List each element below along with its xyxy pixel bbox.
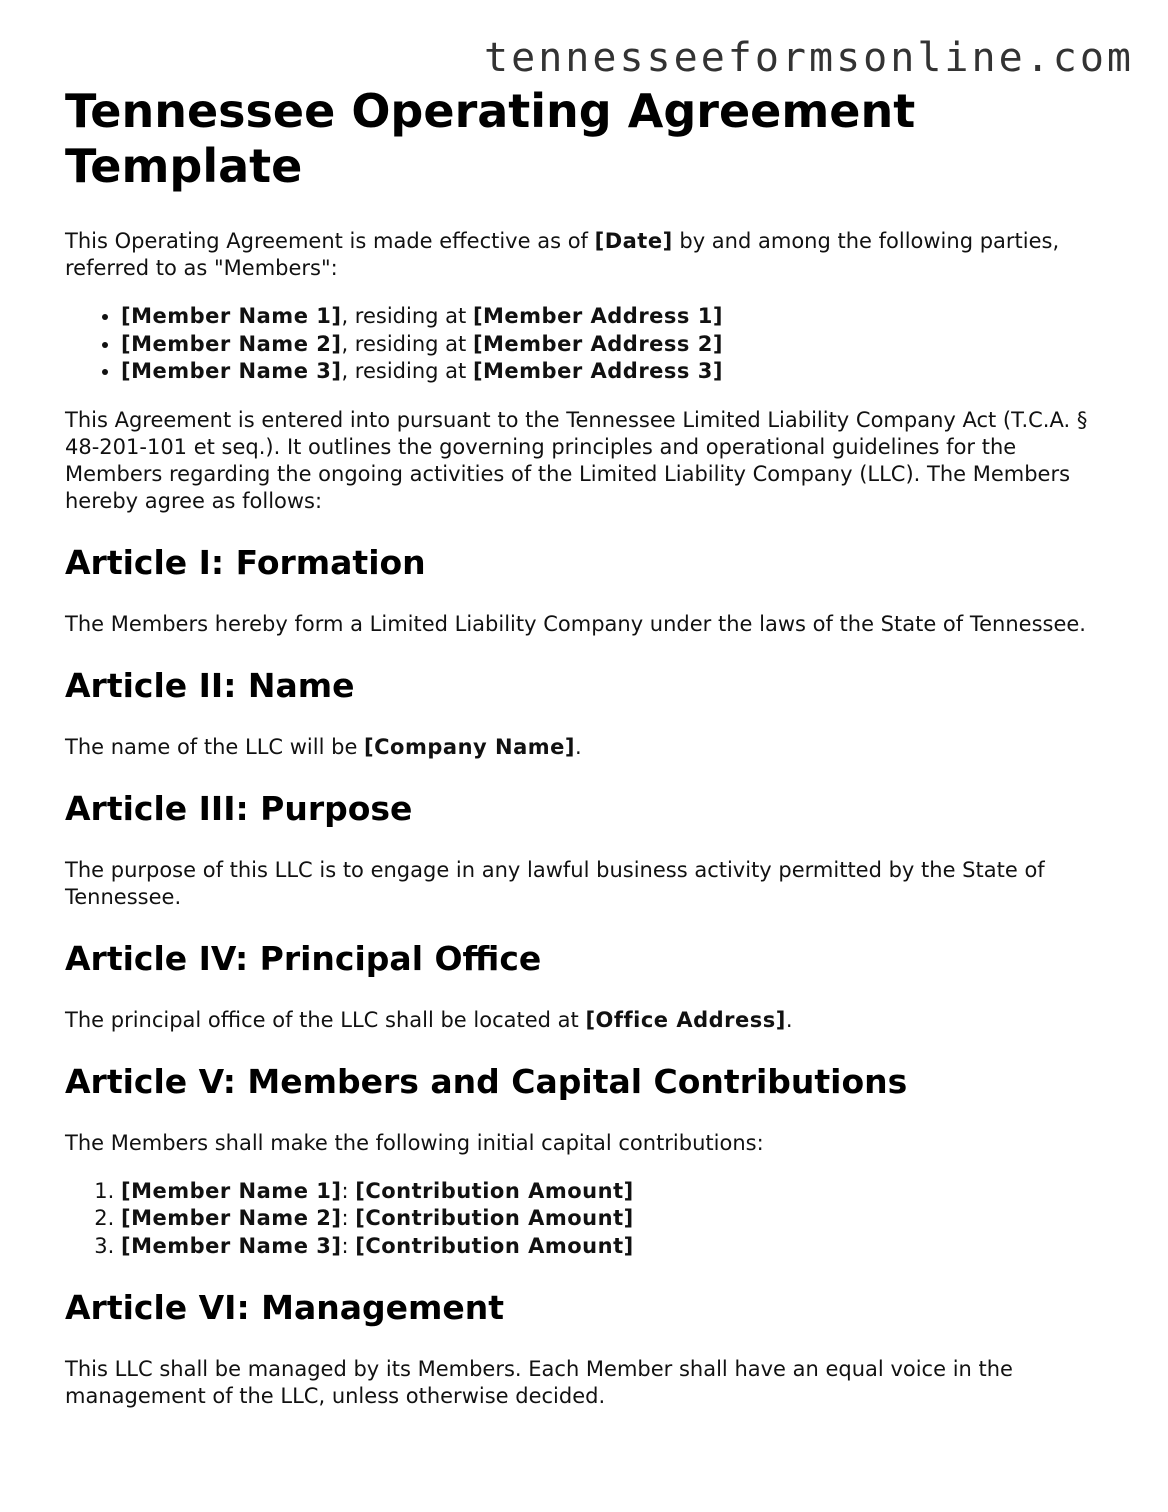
list-item: • [Member Name 3], residing at [Member Address 3]: [121, 358, 1105, 386]
office-address-placeholder: [Office Address]: [585, 1007, 786, 1032]
list-item: 2. [Member Name 2]: [Contribution Amount]: [121, 1205, 1105, 1233]
article-5-heading: Article V: Members and Capital Contributions: [65, 1061, 908, 1101]
document-body: [65, 84, 1105, 1410]
article-3-text: The purpose of this LLC is to engage in any lawful business activity permitted by the State of Tennessee.: [65, 857, 1045, 909]
article-3-heading: Article III: Purpose: [65, 788, 413, 828]
article-4-heading: Article IV: Principal Office: [65, 938, 542, 978]
list-item: 3. [Member Name 3]: [Contribution Amount]: [121, 1233, 1105, 1261]
article-6-text: This LLC shall be managed by its Members. Each Member shall have an equal voice in the management of the LLC, unless otherwise decided.: [65, 1357, 1013, 1408]
list-item: 1. [Member Name 1]: [Contribution Amount]: [121, 1178, 1105, 1206]
article-1-text: The Members hereby form a Limited Liability Company under the laws of the State of Tennessee.: [65, 611, 1086, 636]
pursuant-paragraph: This Agreement is entered into pursuant to the Tennessee Limited Liability Company Act (T.C.A. § 48-201-101 et seq.). It outlines the governing principles and operational guidelines for the Members regarding the ongoing activities of the Limited Liability Company (LLC). The Members hereby agree as follows:: [65, 407, 1088, 513]
site-watermark: tennesseeformsonline.com: [484, 35, 1134, 81]
document-title: Tennessee Operating Agreement Template: [65, 84, 916, 193]
article-5-text: The Members shall make the following initial capital contributions:: [65, 1130, 764, 1155]
company-name-placeholder: [Company Name]: [364, 734, 575, 759]
article-6-heading: Article VI: Management: [65, 1288, 505, 1327]
list-item: • [Member Name 2], residing at [Member Address 2]: [121, 331, 1105, 359]
list-item: • [Member Name 1], residing at [Member Address 1]: [121, 303, 1105, 331]
article-4-text: The principal office of the LLC shall be located at [Office Address].: [65, 1007, 793, 1032]
article-2-text: The name of the LLC will be [Company Name].: [65, 734, 582, 759]
date-placeholder: [Date]: [594, 229, 673, 253]
members-list: [65, 303, 1105, 386]
article-1-heading: Article I: Formation: [65, 542, 426, 582]
article-2-heading: Article II: Name: [65, 665, 355, 705]
contributions-list: [65, 1178, 1105, 1261]
intro-paragraph: This Operating Agreement is made effective as of [Date] by and among the following parties, referred to as "Members":: [65, 229, 1060, 280]
